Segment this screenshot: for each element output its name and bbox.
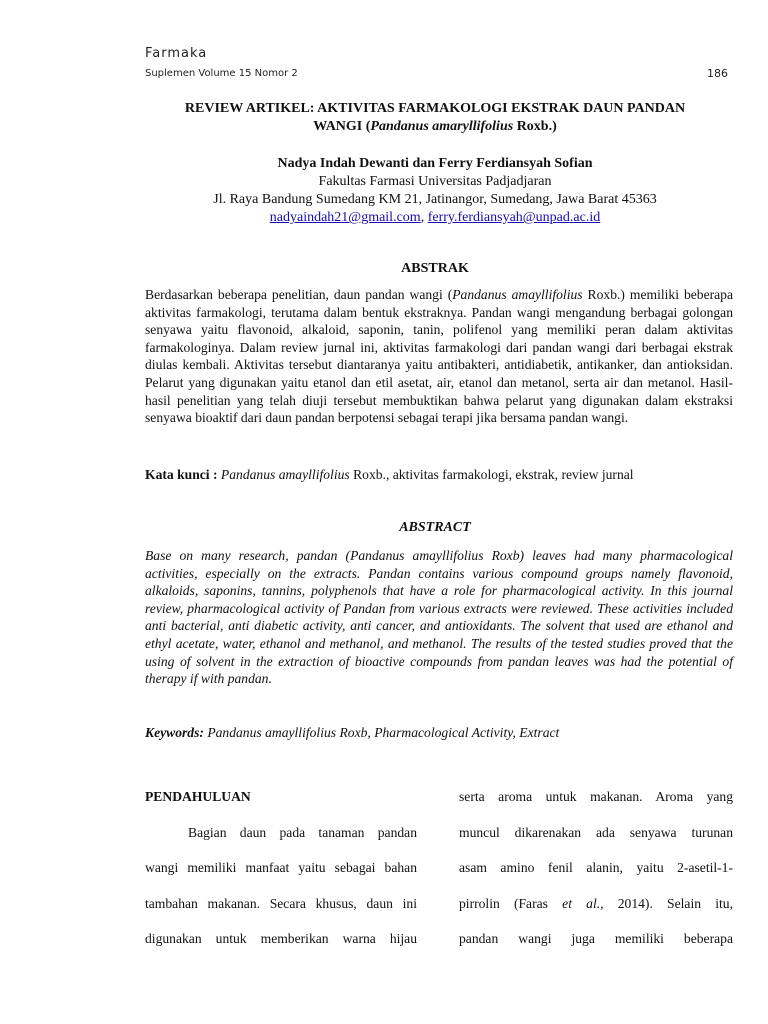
kata-kunci: Kata kunci : Pandanus amayllifolius Roxb., aktivitas farmakologi, ekstrak, review jurnal [145,467,634,482]
page-number: 186 [707,67,728,80]
journal-name: Farmaka [145,46,208,61]
title-line-1: REVIEW ARTIKEL: AKTIVITAS FARMAKOLOGI EKSTRAK DAUN PANDAN [184,101,686,116]
pendahuluan-heading: PENDAHULUAN [145,789,251,804]
supplement-volume: Suplemen Volume 15 Nomor 2 [145,68,298,79]
text-line: muncul dikarenakan ada senyawa turunan [459,824,733,840]
text-line: asam amino fenil alanin, yaitu 2-asetil-1- [459,860,733,875]
pendahuluan-left-column [145,787,417,965]
abstract-text: Base on many research, pandan (Pandanus amayllifolius Roxb) leaves had many pharmacological activities, especially on the extracts. Pandan contains various compound groups namely flavonoid, alkaloids, saponins, tannins, polyphenols that have a role for pharmacological activity. In this journal review, pharmacological activity of Pandan from various extracts were reviewed. These activities included anti bacterial, anti diabetic activity, anti cancer, and antioxidants. The solvent that used are ethanol and ethyl acetate, water, ethanol and methanol, and methanol. The results of the tested studies proved that the using of solvent in the extraction of bioactive compounds from pandan leaves was had the potential of therapy if with pandan. [145,548,733,687]
abstract-heading: ABSTRACT [399,520,471,535]
affiliation: Fakultas Farmasi Universitas Padjadjaran [318,174,552,189]
text-line: Bagian daun pada tanaman pandan [188,824,417,840]
text-line: serta aroma untuk makanan. Aroma yang [459,789,733,804]
email-link-1[interactable]: nadyaindah21@gmail.com [269,210,421,225]
address: Jl. Raya Bandung Sumedang KM 21, Jatinangor, Sumedang, Jawa Barat 45363 [213,192,657,207]
title-line-2: WANGI (Pandanus amaryllifolius Roxb.) [313,119,557,134]
author-names: Nadya Indah Dewanti dan Ferry Ferdiansyah Sofian [277,156,593,171]
article-title [145,100,725,136]
text-line: wangi memiliki manfaat yaitu sebagai bahan [145,860,417,875]
citation-et-al: et al., [562,895,604,911]
abstrak-heading: ABSTRAK [401,261,469,276]
author-block [145,155,725,227]
keywords: Keywords: Pandanus amayllifolius Roxb, Pharmacological Activity, Extract [145,725,560,740]
emails: nadyaindah21@gmail.com, ferry.ferdiansyah@unpad.ac.id [269,210,601,225]
text-line: pirrolin (Faras et al., 2014). Selain itu, [459,895,733,911]
text-line: pandan wangi juga memiliki beberapa [459,931,733,946]
abstrak-text: Berdasarkan beberapa penelitian, daun pandan wangi (Pandanus amayllifolius Roxb.) memiliki beberapa aktivitas farmakologi, terutama dalam bentuk ekstraknya. Pandan wangi mengandung berbagai golongan senyawa yaitu flavonoid, alkaloid, saponin, tanin, polifenol yang memiliki peran dalam aktivitas farmakologinya. Dalam review jurnal ini, aktivitas farmakologi dari pandan wangi dari berbagai ekstrak diulas kembali. Aktivitas tersebut diantaranya yaitu antibakteri, antidiabetik, antikanker, dan antioksidan. Pelarut yang digunakan yaitu etanol dan etil asetat, air, etanol dan metanol, serta air dan metanol. Hasil-hasil penelitian yang telah diuji tersebut membuktikan bahwa pelarut yang digunakan dalam ekstraksi senyawa bioaktif dari daun pandan berpotensi sebagai terapi jika bersama pandan wangi. [145,287,734,426]
pendahuluan-right-column [459,787,733,965]
email-link-2[interactable]: ferry.ferdiansyah@unpad.ac.id [427,210,601,225]
text-line: digunakan untuk memberikan warna hijau [145,931,417,946]
text-line: tambahan makanan. Secara khusus, daun ini [145,895,417,911]
species-name: Pandanus amaryllifolius [370,119,514,134]
